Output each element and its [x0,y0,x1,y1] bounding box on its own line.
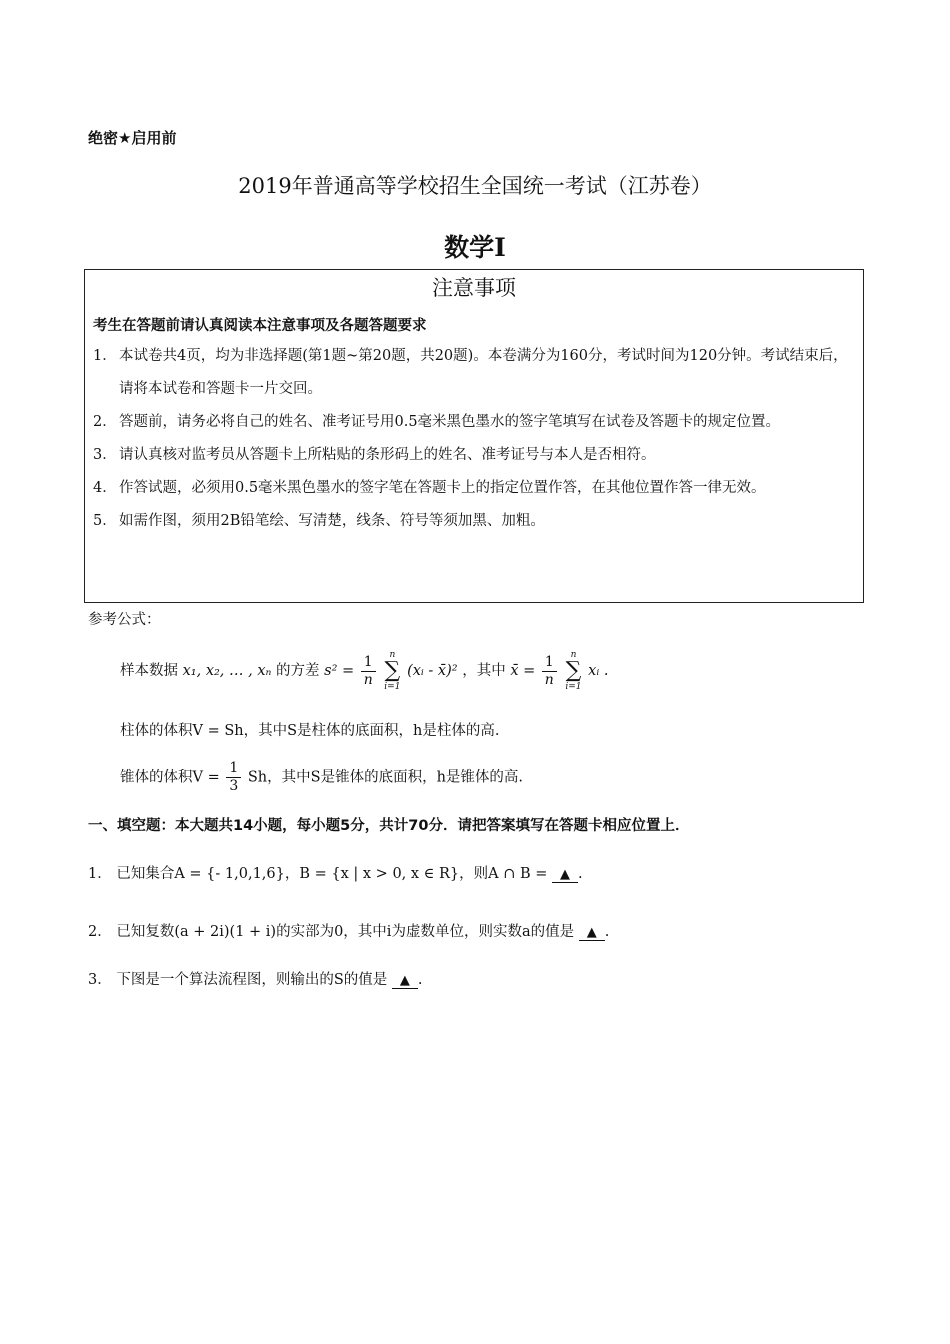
variance-prefix: 样本数据 [120,663,178,679]
question-1 [88,862,583,883]
question-2 [88,920,609,941]
notice-item [93,472,857,505]
where-text: ，其中 [462,663,506,679]
question-text: 已知复数(a + 2i)(1 + i)的实部为0，其中i为虚数单位，则实数a的值是 [116,924,575,940]
notice-heading: 注意事项 [432,276,516,300]
denominator: n [544,671,554,688]
fraction-one-over-n [361,654,376,689]
notice-item-text: 本试卷共4页，均为非选择题(第1题~第20题，共20题)。本卷满分为160分，考试时间为120分钟。考试结束后，请将本试卷和答题卡一片交回。 [119,348,848,397]
subject-title: 数学Ⅰ [444,233,506,262]
sum-lower: i=1 [384,682,401,692]
summation-sign: n ∑ i=1 [384,650,401,692]
denominator: 3 [229,778,239,794]
exam-title: 2019年普通高等学校招生全国统一考试（江苏卷） [238,174,712,198]
notice-item-text: 请认真核对监考员从答题卡上所粘贴的条形码上的姓名、准考证号与本人是否相符。 [119,447,656,463]
question-3 [88,968,423,989]
cone-volume-formula [120,760,523,795]
notice-item-number: 2． [93,414,117,430]
fraction-one-over-n [542,654,557,689]
notice-item-number: 3． [93,447,117,463]
notice-item [93,505,857,538]
question-number: 2． [88,924,112,940]
notice-item [93,340,857,406]
notice-box [84,269,864,603]
squared-deviation: (xᵢ - x̄)² [407,663,458,679]
answer-blank: ▲ [392,973,418,989]
variance-formula [120,650,608,692]
notice-item-number: 4． [93,480,117,496]
question-end: . [417,972,423,988]
summation-sign: n ∑ i=1 [565,650,582,692]
fraction-one-third [226,760,241,795]
notice-item-number: 1． [93,348,117,364]
notice-list [93,340,857,538]
numerator: 1 [361,654,376,672]
notice-intro: 考生在答题前请认真阅读本注意事项及各题答题要求 [93,318,427,334]
confidential-label: 绝密★启用前 [88,129,177,147]
notice-item-text: 如需作图，须用2B铅笔绘、写清楚，线条、符号等须加黑、加粗。 [119,513,545,529]
question-end: . [578,866,583,882]
numerator: 1 [542,654,557,672]
question-number: 1． [88,866,112,882]
numerator: 1 [226,760,241,778]
reference-formulas-label: 参考公式： [88,612,161,628]
denominator: n [363,671,373,688]
notice-item-text: 作答试题，必须用0.5毫米黑色墨水的签字笔在答题卡上的指定位置作答，在其他位置作答一律无效。 [119,480,766,496]
section-heading: 一、填空题：本大题共14小题，每小题5分，共计70分．请把答案填写在答题卡相应位置上． [88,818,690,834]
notice-item [93,406,857,439]
s-squared: s² = [324,663,355,679]
sample-vars: x₁, x₂, … , xₙ [182,663,272,679]
variance-mid: 的方差 [276,663,320,679]
sum-upper: n [570,650,577,660]
cone-prefix: 锥体的体积V = [120,769,220,786]
notice-item-text: 答题前，请务必将自己的姓名、准考证号用0.5毫米黑色墨水的签字笔填写在试卷及答题卡的规定位置。 [119,414,781,430]
question-number: 3． [88,972,112,988]
sum-upper: n [389,650,396,660]
question-end: . [604,924,610,940]
sum-lower: i=1 [565,682,582,692]
cone-suffix: Sh，其中S是锥体的底面积，h是锥体的高. [247,769,524,786]
cylinder-volume-formula: 柱体的体积V = Sh，其中S是柱体的底面积，h是柱体的高. [120,723,500,739]
mean-symbol: x̄ = [510,663,536,679]
answer-blank: ▲ [552,867,578,883]
answer-blank: ▲ [579,925,605,941]
notice-item-number: 5． [93,513,117,529]
xi-term: xᵢ . [588,663,609,679]
question-text: 下图是一个算法流程图，则输出的S的值是 [116,972,388,988]
question-text: 已知集合A = {- 1,0,1,6}，B = {x | x > 0, x ∈ R}，则A ∩ B = [116,866,548,882]
notice-item [93,439,857,472]
